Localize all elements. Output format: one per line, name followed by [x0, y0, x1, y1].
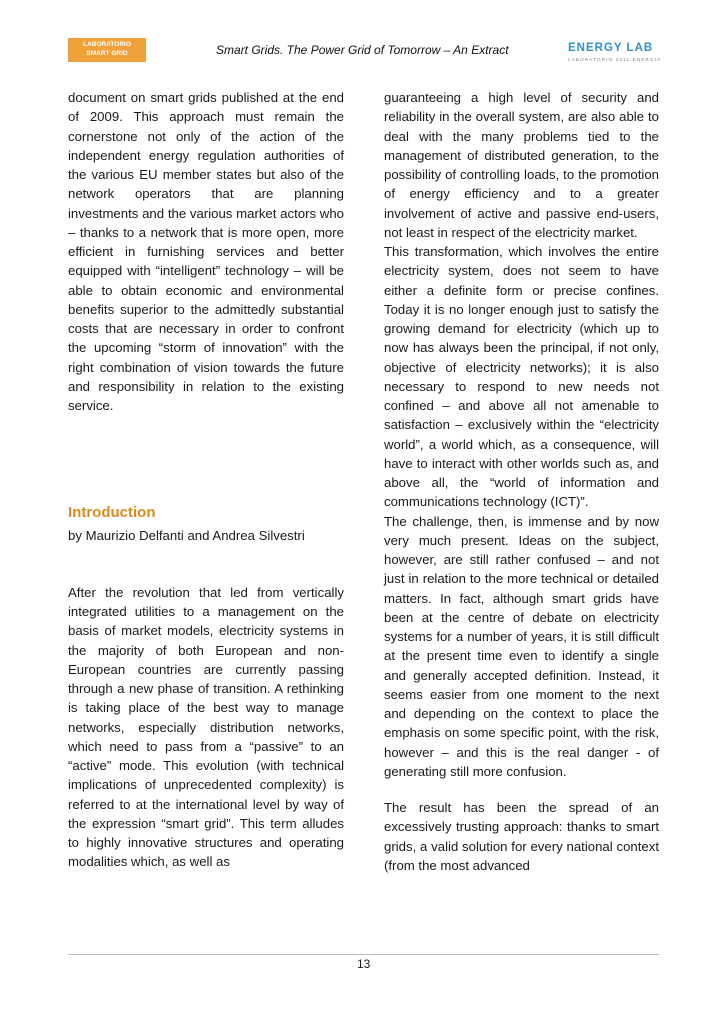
logo-left-line2: SMART GRID [86, 50, 128, 57]
page-number: 13 [357, 957, 371, 971]
page-header [0, 0, 728, 70]
paragraph-1: guaranteeing a high level of security and reliability in the overall system, are also able to deal with the many problems tied to the management of distributed generation, to the possibility of controlling loads, to the promotion of energy efficiency and to a greater involvement of active and passive end-users, not least in respect of the electricity market. [384, 90, 659, 240]
laboratorio-smart-grid-logo [68, 38, 146, 62]
left-column [68, 88, 344, 872]
continued-paragraph: document on smart grids published at the end of 2009. This approach must remain the cornerstone not only of the action of the independent energy regulation authorities of the various EU member states but also of the network operators that are planning investments and the various market actors who – thanks to a network that is more open, more efficient in furnishing services and better equipped with “intelligent” technology – will be able to obtain economic and environmental benefits superior to the admittedly substantial costs that are necessary in order to confront the upcoming “storm of innovation” with the right combination of vision towards the future and responsibility in relation to the existing service. [68, 90, 344, 413]
energy-lab-logo [568, 36, 660, 64]
footer-divider [68, 954, 659, 955]
paragraph-2: This transformation, which involves the entire electricity system, does not seem to have either a definite form or precise confines. Today it is no longer enough just to satisfy the growing demand for electricity (which up to now has always been the principal, if not only, objective of electricity networks); it is also necessary to respond to new needs not confined – and above all not amenable to satisfaction – exclusively within the “electricity world”, a world which, as a consequence, will have to interact with other worlds such as, and above all, the “world of information and communications technology (ICT)”. [384, 244, 659, 510]
right-column [384, 88, 659, 875]
paragraph-3: The challenge, then, is immense and by now very much present. Ideas on the subject, however, are still rather confused – and not just in relation to the more technical or detailed matters. In fact, although smart grids have been at the centre of debate on electricity systems for a number of years, it is still difficult at the present time even to identify a single and generally accepted definition. Instead, it seems easier from one moment to the next and depending on the context to place the emphasis on some specific point, with the risk, however – and this is the real danger - of generating still more confusion. [384, 513, 659, 779]
paragraph-4: The result has been the spread of an excessively trusting approach: thanks to smart grids, a valid solution for every national context (from the most advanced [384, 800, 659, 873]
logo-right-sub: LABORATORIO 2011 ENERGIA [568, 57, 662, 62]
body-paragraph: After the revolution that led from vertically integrated utilities to a management on the basis of market models, electricity systems in the majority of both European and non-European countries are currently passing through a new phase of transition. A rethinking is taking place of the best way to manage networks, especially distribution networks, which need to pass from a “passive” to an “active” mode. This evolution (with technical implications of unprecedented complexity) is referred to at the international level by way of the expression “smart grid”. This term alludes to highly innovative structures and operating modalities which, as well as [68, 584, 344, 870]
logo-left-line1: LABORATORIO [83, 41, 131, 48]
section-heading: Introduction [68, 504, 156, 522]
byline: by Maurizio Delfanti and Andrea Silvestri [68, 527, 305, 543]
header-title: Smart Grids. The Power Grid of Tomorrow – An Extract [216, 43, 509, 57]
logo-right-word: ENERGY LAB [568, 42, 654, 54]
